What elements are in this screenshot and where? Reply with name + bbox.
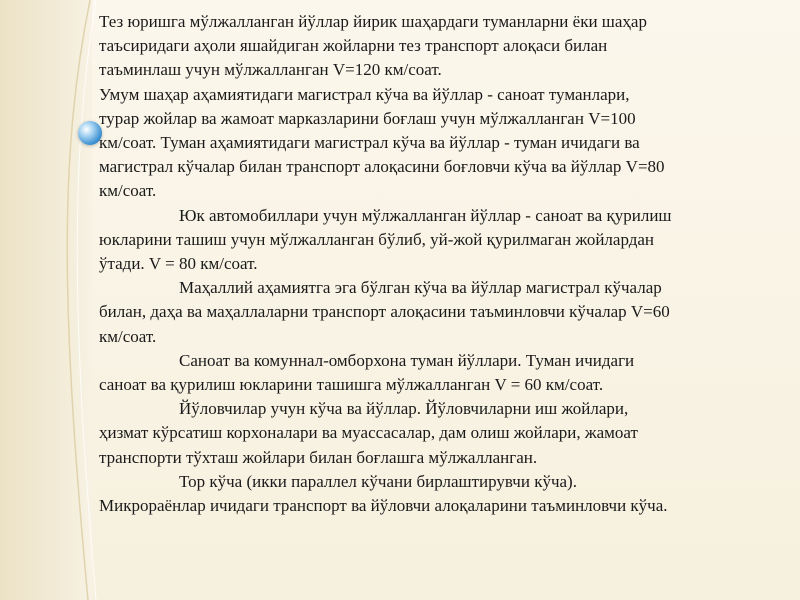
text-line: юкларини ташиш учун мўлжалланган бўлиб, уй-жой қурилмаган жойлардан [99,229,655,249]
text-line: Тор кўча (икки параллел кўчани бирлаштирувчи кўча). [179,471,577,491]
text-line: км/соат. [99,326,157,346]
text-line: Микрораёнлар ичидаги транспорт ва йўловчи алоқаларини таъминловчи кўча. [99,496,668,516]
body-text [99,10,789,518]
text-line: Йўловчилар учун кўча ва йўллар. Йўловчиларни иш жойлари, [179,399,629,419]
text-line: таъсиридаги аҳоли яшайдиган жойларни тез транспорт алоқаси билан [99,36,608,56]
text-line: км/соат. [99,181,157,201]
text-line: Юк автомобиллари учун мўлжалланган йўллар - саноат ва қурилиш [179,205,672,225]
text-line: саноат ва қурилиш юкларини ташишга мўлжалланган V = 60 км/соат. [99,375,604,395]
text-line: Тез юришга мўлжалланган йўллар йирик шаҳардаги туманларни ёки шаҳар [99,12,647,31]
text-line: Маҳаллий аҳамиятга эга бўлган кўча ва йўллар магистрал кўчалар [179,278,662,298]
text-line: Саноат ва комуннал-омборхона туман йўллари. Туман ичидаги [179,350,635,370]
text-line: транспорти тўхташ жойлари билан боғлашга мўлжалланган. [99,447,538,467]
text-line: ҳизмат кўрсатиш корхоналари ва муассасалар, дам олиш жойлари, жамоат [99,423,638,443]
text-line: магистрал кўчалар билан транспорт алоқасини боғловчи кўча ва йўллар V=80 [99,157,665,177]
text-line: Умум шаҳар аҳамиятидаги магистрал кўча ва йўллар - саноат туманлари, [99,84,630,104]
text-line: таъминлаш учун мўлжалланган V=120 км/соат. [99,60,442,80]
text-line: билан, даҳа ва маҳаллаларни транспорт алоқасини таъминловчи кўчалар V=60 [99,302,670,322]
text-line: турар жойлар ва жамоат марказларини боғлаш учун мўлжалланган V=100 [99,108,636,128]
text-line: км/соат. Туман аҳамиятидаги магистрал кўча ва йўллар - туман ичидаги ва [99,133,640,153]
text-line: ўтади. V = 80 км/соат. [99,254,258,274]
